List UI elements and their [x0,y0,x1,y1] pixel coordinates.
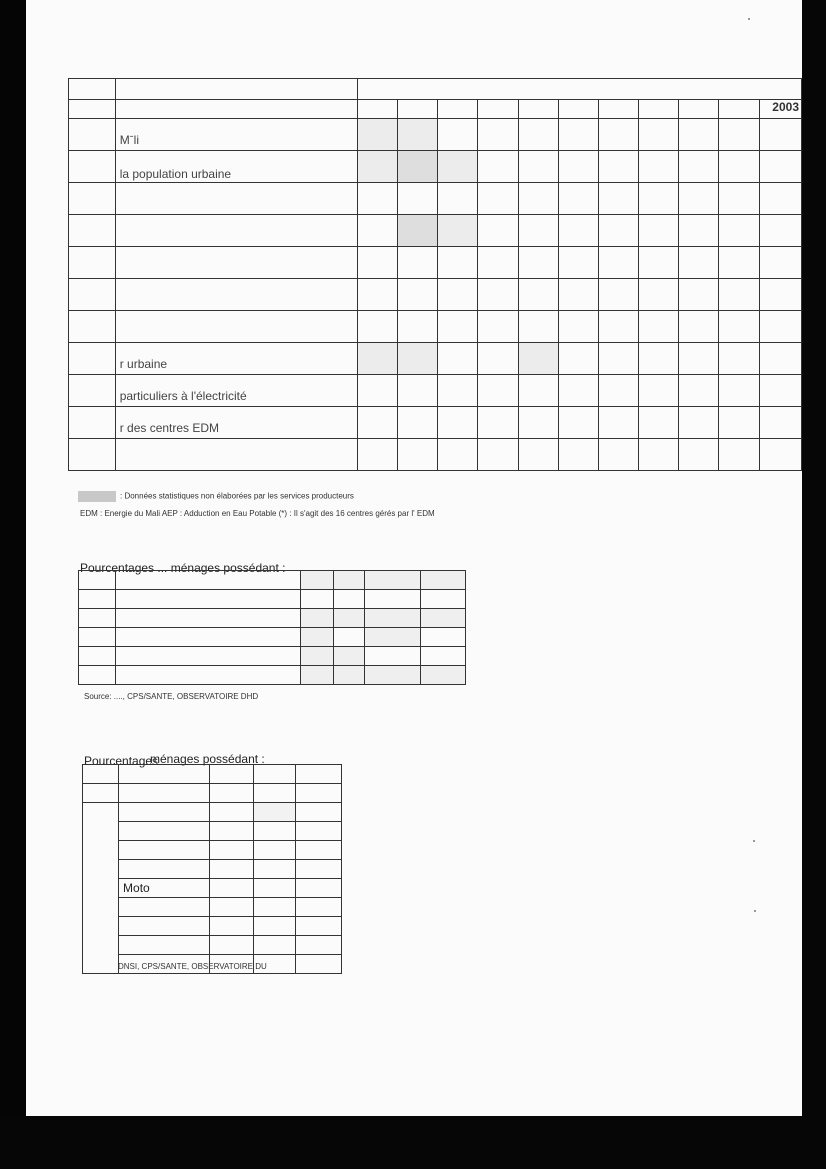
table-row [69,439,802,471]
table-row [69,215,802,247]
legend-swatch [78,491,116,502]
row-label [115,311,357,343]
table-row [83,803,342,822]
scan-speck [753,840,755,842]
table-row [69,183,802,215]
table-row [69,375,802,407]
table-row [69,311,802,343]
table-row [69,279,802,311]
table2-title: Pourcentages ... ménages possédant : [80,561,286,575]
table3-title-left: Pourcentages [84,754,159,768]
table-row [83,917,342,936]
scan-speck [754,910,756,912]
row-label: la population urbaine [115,151,357,183]
row-label: particuliers à l'électricité [115,375,357,407]
table-row [79,609,466,628]
scan-border-right [802,0,826,1169]
abbreviations-note: EDM : Energie du Mali AEP : Adduction en Eau Potable (*) : Il s'agit des 16 centres gérés par l' EDM [80,509,435,518]
table-row [79,647,466,666]
table2-source: Source: ...., CPS/SANTE, OBSERVATOIRE DHD [84,692,259,701]
row-label [115,279,357,311]
table3-title-right: ménages possédant : [150,752,265,766]
row-label [115,215,357,247]
table-row [79,571,466,590]
row-label: r des centres EDM [115,407,357,439]
year-2003-label: 2003 [759,100,801,119]
table-row [83,841,342,860]
table-row [83,936,342,955]
row-label [115,183,357,215]
scan-border-bottom [0,1116,826,1169]
row-label: Mˉli [115,119,357,151]
households-table-1 [78,570,466,685]
row-label: r urbaine [115,343,357,375]
table-row [83,784,342,803]
table-row [83,765,342,784]
table-row [79,666,466,685]
scan-speck [748,18,750,20]
main-indicators-table [68,78,802,471]
legend-note: : Données statistiques non élaborées par les services producteurs [78,491,354,502]
scan-border-left [0,0,26,1169]
document-page [26,0,802,1116]
table-row [69,119,802,151]
row-label [115,247,357,279]
row-label [115,439,357,471]
table-row [69,343,802,375]
table3-source: DNSI, CPS/SANTE, OBSERVATOIRE DU [118,962,267,971]
table-row [79,628,466,647]
table-years-row [69,100,802,119]
table-row [83,898,342,917]
row-label-moto: Moto [119,879,210,898]
table-header-row [69,79,802,100]
table-row [79,590,466,609]
table-row [69,247,802,279]
households-table-2 [82,764,342,974]
table-row [69,151,802,183]
table-row [83,879,342,898]
table-row [83,822,342,841]
table-row [69,407,802,439]
table-row [83,860,342,879]
